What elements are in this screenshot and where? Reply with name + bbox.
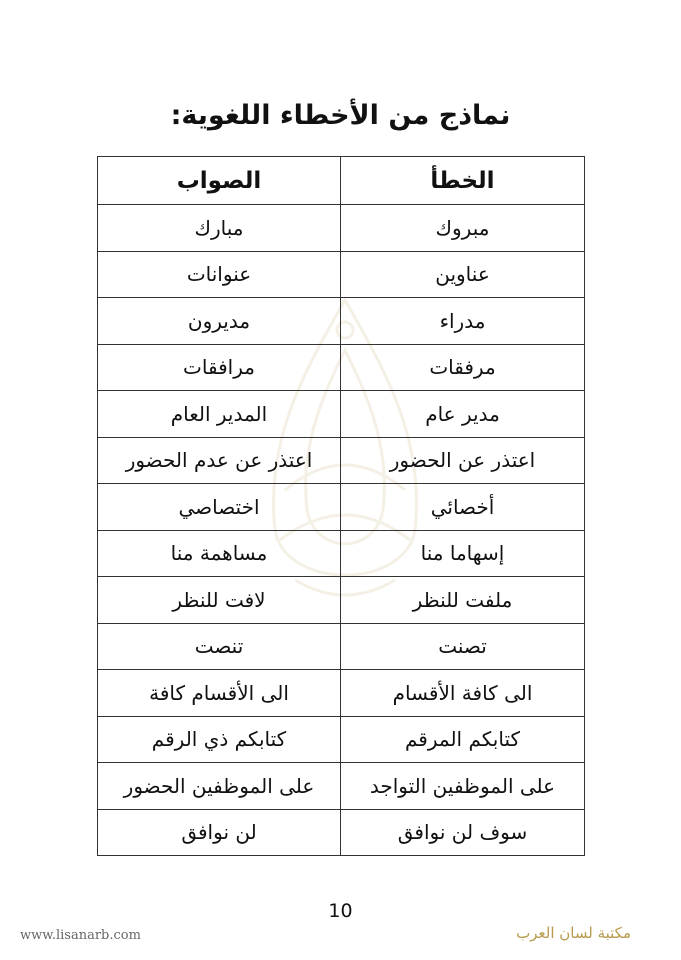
cell-wrong: ملفت للنظر: [341, 577, 585, 624]
page-title: نماذج من الأخطاء اللغوية:: [170, 100, 511, 131]
table-row: [98, 437, 585, 484]
table-row: [98, 484, 585, 531]
cell-right: مديرون: [98, 298, 341, 345]
footer-url-link[interactable]: www.lisanarb.com: [20, 928, 141, 943]
cell-wrong: على الموظفين التواجد: [341, 763, 585, 810]
table-row: [98, 391, 585, 438]
cell-right: مبارك: [98, 205, 341, 252]
table-header-row: [98, 157, 585, 205]
header-right: الصواب: [98, 157, 341, 205]
cell-wrong: مبروك: [341, 205, 585, 252]
cell-wrong: اعتذر عن الحضور: [341, 437, 585, 484]
cell-right: مرافقات: [98, 344, 341, 391]
cell-right: الى الأقسام كافة: [98, 670, 341, 717]
cell-right: مساهمة منا: [98, 530, 341, 577]
header-wrong: الخطأ: [341, 157, 585, 205]
table-row: [98, 716, 585, 763]
cell-right: اختصاصي: [98, 484, 341, 531]
cell-wrong: الى كافة الأقسام: [341, 670, 585, 717]
cell-wrong: سوف لن نوافق: [341, 809, 585, 856]
errors-table: [97, 156, 585, 856]
cell-right: لن نوافق: [98, 809, 341, 856]
table-row: [98, 530, 585, 577]
cell-wrong: عناوين: [341, 251, 585, 298]
cell-right: تنصت: [98, 623, 341, 670]
publisher-logo: مكتبة لسان العرب: [516, 924, 631, 942]
table-row: [98, 623, 585, 670]
cell-wrong: مرفقات: [341, 344, 585, 391]
page-number: 10: [328, 900, 353, 922]
cell-right: المدير العام: [98, 391, 341, 438]
table-row: [98, 577, 585, 624]
cell-right: عنوانات: [98, 251, 341, 298]
cell-right: اعتذر عن عدم الحضور: [98, 437, 341, 484]
table-row: [98, 205, 585, 252]
cell-right: كتابكم ذي الرقم: [98, 716, 341, 763]
cell-wrong: مدير عام: [341, 391, 585, 438]
cell-wrong: إسهاما منا: [341, 530, 585, 577]
table-row: [98, 763, 585, 810]
table-row: [98, 344, 585, 391]
table-row: [98, 298, 585, 345]
cell-right: على الموظفين الحضور: [98, 763, 341, 810]
cell-right: لافت للنظر: [98, 577, 341, 624]
cell-wrong: كتابكم المرقم: [341, 716, 585, 763]
cell-wrong: تصنت: [341, 623, 585, 670]
table-row: [98, 251, 585, 298]
cell-wrong: أخصائي: [341, 484, 585, 531]
cell-wrong: مدراء: [341, 298, 585, 345]
table-row: [98, 809, 585, 856]
table-row: [98, 670, 585, 717]
